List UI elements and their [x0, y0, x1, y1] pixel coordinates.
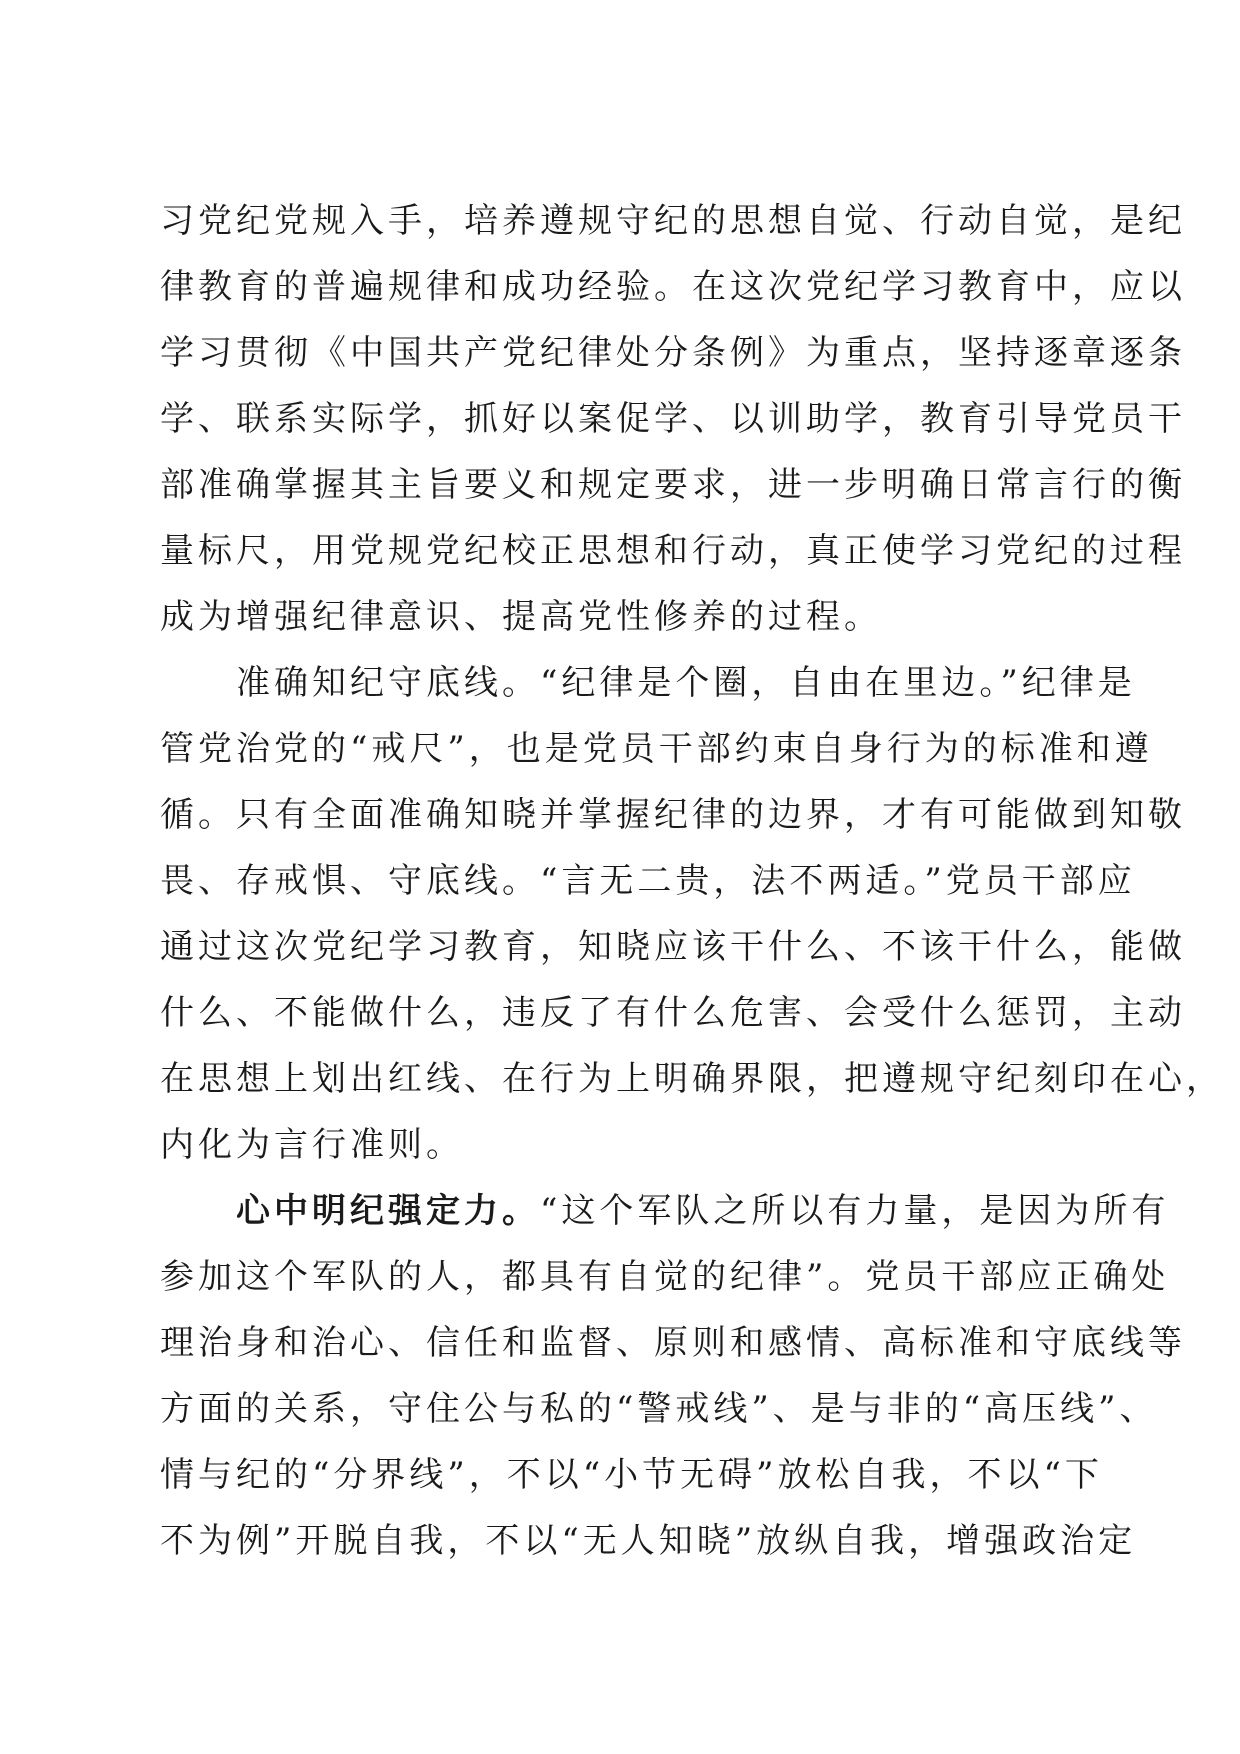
document-body — [160, 188, 1224, 1574]
paragraph-line: 学、联系实际学，抓好以案促学、以训助学，教育引导党员干 — [160, 399, 1186, 439]
paragraph-line: 理治身和治心、信任和监督、原则和感情、高标准和守底线等 — [160, 1323, 1186, 1363]
paragraph-line: 管党治党的“戒尺”，也是党员干部约束自身行为的标准和遵 — [160, 729, 1153, 769]
paragraph-line: 循。只有全面准确知晓并掌握纪律的边界，才有可能做到知敬 — [160, 795, 1186, 835]
paragraph-line: 什么、不能做什么，违反了有什么危害、会受什么惩罚，主动 — [160, 993, 1186, 1033]
paragraph-1 — [160, 188, 1186, 650]
paragraph-line: 参加这个军队的人，都具有自觉的纪律”。党员干部应正确处 — [160, 1257, 1170, 1297]
paragraph-line: 情与纪的“分界线”，不以“小节无碍”放松自我，不以“下 — [160, 1455, 1103, 1495]
paragraph-first-line — [160, 1178, 1170, 1244]
paragraph-line: 量标尺，用党规党纪校正思想和行动，真正使学习党纪的过程 — [160, 531, 1186, 571]
paragraph-line: 方面的关系，守住公与私的“警戒线”、是与非的“高压线”、 — [160, 1389, 1158, 1429]
paragraph-2 — [160, 650, 1224, 1178]
paragraph-text: “这个军队之所以有力量，是因为所有 — [540, 1191, 1170, 1231]
paragraph-line: 内化为言行准则。 — [160, 1125, 464, 1165]
paragraph-line: 学习贯彻《中国共产党纪律处分条例》为重点，坚持逐章逐条 — [160, 333, 1186, 373]
paragraph-line: 部准确掌握其主旨要义和规定要求，进一步明确日常言行的衡 — [160, 465, 1186, 505]
section-heading: 心中明纪强定力。 — [236, 1191, 540, 1231]
paragraph-line: 准确知纪守底线。“纪律是个圈，自由在里边。”纪律是 — [236, 663, 1136, 703]
paragraph-3 — [160, 1178, 1186, 1574]
paragraph-line: 通过这次党纪学习教育，知晓应该干什么、不该干什么，能做 — [160, 927, 1186, 967]
paragraph-line: 畏、存戒惧、守底线。“言无二贵，法不两适。”党员干部应 — [160, 861, 1136, 901]
paragraph-line: 律教育的普遍规律和成功经验。在这次党纪学习教育中，应以 — [160, 267, 1186, 307]
paragraph-line: 习党纪党规入手，培养遵规守纪的思想自觉、行动自觉，是纪 — [160, 201, 1186, 241]
paragraph-line: 成为增强纪律意识、提高党性修养的过程。 — [160, 597, 882, 637]
paragraph-line: 不为例”开脱自我，不以“无人知晓”放纵自我，增强政治定 — [160, 1521, 1137, 1561]
paragraph-line: 在思想上划出红线、在行为上明确界限，把遵规守纪刻印在心， — [160, 1059, 1224, 1099]
